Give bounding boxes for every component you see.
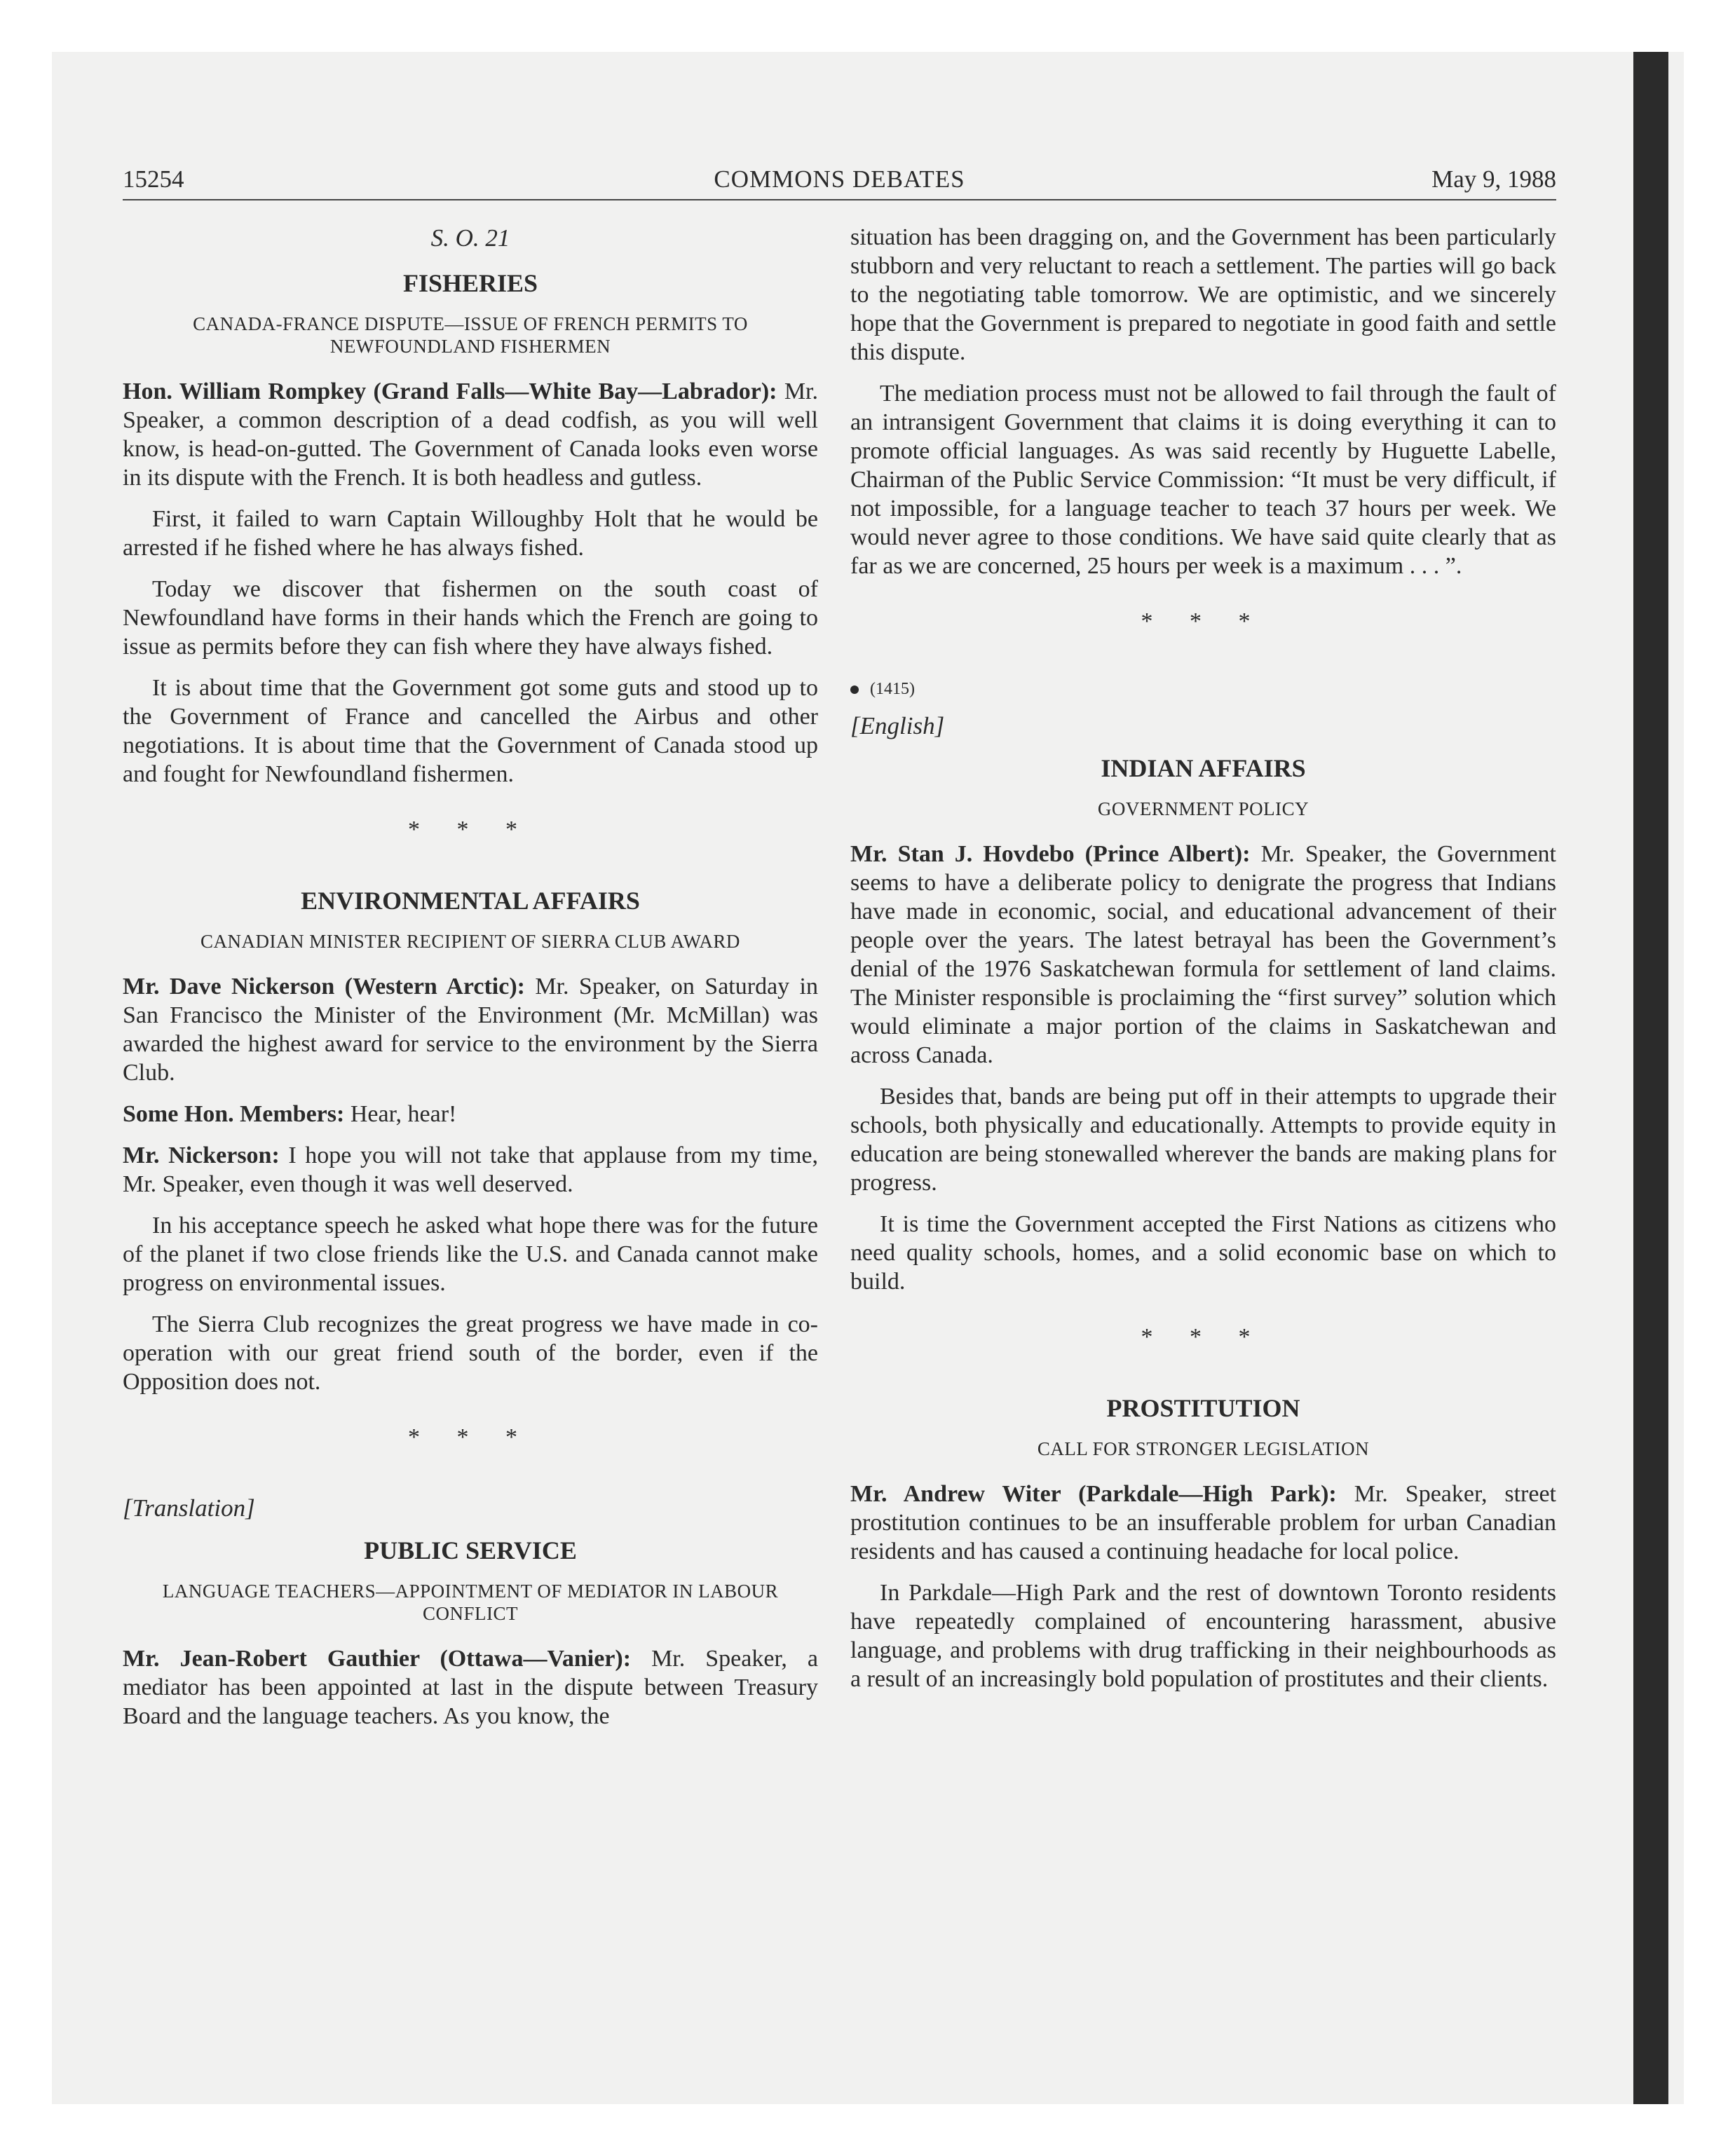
section-separator: * * * — [1141, 1324, 1266, 1350]
statement-nickerson — [123, 972, 818, 1087]
left-column — [123, 223, 818, 1743]
speaker-name: Mr. Dave Nickerson (Western Arctic): — [123, 974, 525, 999]
statement-witer — [850, 1480, 1556, 1566]
section-subheading-environment: CANADIAN MINISTER RECIPIENT OF SIERRA CLUB AWARD — [200, 931, 740, 952]
translation-marker: [Translation] — [123, 1494, 255, 1522]
right-column — [850, 223, 1556, 1706]
page-date: May 9, 1988 — [1431, 165, 1556, 193]
statement-hovdebo — [850, 840, 1556, 1070]
section-subheading-public-service: LANGUAGE TEACHERS—APPOINTMENT OF MEDIATOR IN LABOUR CONFLICT — [162, 1581, 779, 1624]
statement-text: Mr. Speaker, on Saturday in San Francisco the Minister of the Environment (Mr. McMillan) was awarded the highest award for service to the environment by the Sierra Club. — [123, 974, 818, 1086]
statement-nickerson-2 — [123, 1141, 818, 1199]
statement-text: Mr. Speaker, the Government seems to have a deliberate policy to denigrate the progress that Indians have made in economic, social, and educational advancement of their people over the years. The latest betrayal has been the Government’s denial of the 1976 Saskatchewan formula for settlement of land claims. The Minister responsible is proclaiming the “first survey” solution which would eliminate a major portion of the claims in Saskatchewan and across Canada. — [850, 841, 1557, 1068]
paragraph: Today we discover that fishermen on the south coast of Newfoundland have forms in their hands which the French are going to issue as permits before they can fish where they have always fished. — [123, 576, 818, 660]
time-stamp — [850, 677, 1556, 701]
section-heading-public-service: PUBLIC SERVICE — [364, 1536, 577, 1564]
section-heading-prostitution: PROSTITUTION — [1106, 1394, 1300, 1422]
statement-text: Hear, hear! — [350, 1101, 457, 1127]
statement-text: Mr. Speaker, a common description of a dead codfish, as you will well know, is head-on-gutted. The Government of Canada looks even worse in its dispute with the French. It is both headless and gutless. — [123, 378, 819, 491]
paragraph-continued: situation has been dragging on, and the Government has been particularly stubborn and very reluctant to reach a settlement. The parties will go back to the negotiating table tomorrow. We are optimistic, and we sincerely hope that the Government is prepared to negotiate in good faith and settle this dispute. — [850, 224, 1556, 365]
section-separator: * * * — [408, 1424, 533, 1450]
speaker-name: Mr. Andrew Witer (Parkdale—High Park): — [850, 1481, 1337, 1507]
paragraph: It is time the Government accepted the First Nations as citizens who need quality schools, homes, and a solid economic base on which to build. — [850, 1211, 1556, 1295]
paragraph: First, it failed to warn Captain Willoughby Holt that he would be arrested if he fished where he has always fished. — [123, 506, 818, 561]
section-separator: * * * — [1141, 608, 1266, 634]
section-separator: * * * — [408, 817, 533, 842]
paragraph: It is about time that the Government got some guts and stood up to the Government of France and cancelled the Airbus and other negotiations. It is about time that the Government of Canada stood up and fought for Newfoundland fishermen. — [123, 675, 818, 787]
bullet-icon — [850, 685, 859, 694]
section-heading-fisheries: FISHERIES — [402, 269, 538, 297]
language-marker: [English] — [850, 712, 945, 739]
page-header — [123, 164, 1556, 200]
paragraph: In his acceptance speech he asked what hope there was for the future of the planet if two close friends like the U.S. and Canada cannot make progress on environmental issues. — [123, 1213, 818, 1296]
section-subheading-indian-affairs: GOVERNMENT POLICY — [1097, 798, 1309, 819]
statement-gauthier — [123, 1644, 818, 1731]
paragraph: The mediation process must not be allowed to fail through the fault of an intransigent Government that claims it is doing everything it can to promote official languages. As was said recently by Huguette Labelle, Chairman of the Public Service Commission: “It must be very difficult, if not impossible, for a language teacher to teach 37 hours per week. We would never agree to those conditions. We have said quite clearly that as far as we are concerned, 25 hours per week is a maximum . . . ”. — [850, 381, 1556, 579]
section-heading-environment: ENVIRONMENTAL AFFAIRS — [301, 887, 640, 915]
section-subheading-prostitution: CALL FOR STRONGER LEGISLATION — [1037, 1438, 1370, 1459]
speaker-name: Mr. Nickerson: — [123, 1142, 280, 1168]
standing-order-label: S. O. 21 — [430, 224, 510, 252]
statement-text: Mr. Speaker, a mediator has been appointed at last in the dispute between Treasury Board and the language teachers. As you know, the — [123, 1646, 819, 1729]
speaker-name: Hon. William Rompkey (Grand Falls—White Bay—Labrador): — [123, 378, 777, 404]
speaker-name: Mr. Stan J. Hovdebo (Prince Albert): — [850, 841, 1251, 867]
paragraph: Besides that, bands are being put off in their attempts to upgrade their schools, both physically and educationally. Attempts to provide equity in education are being stonewalled wherever the bands are making plans for progress. — [850, 1084, 1556, 1196]
paragraph: The Sierra Club recognizes the great progress we have made in co-operation with our great friend south of the border, even if the Opposition does not. — [123, 1311, 818, 1395]
time-stamp-text: (1415) — [870, 680, 915, 698]
statement-text: I hope you will not take that applause from my time, Mr. Speaker, even though it was well deserved. — [123, 1142, 819, 1197]
speaker-name: Mr. Jean-Robert Gauthier (Ottawa—Vanier): — [123, 1646, 632, 1672]
section-heading-indian-affairs: INDIAN AFFAIRS — [1101, 754, 1306, 782]
paragraph: In Parkdale—High Park and the rest of downtown Toronto residents have repeatedly complained of encountering harassment, abusive language, and problems with drug trafficking in their neighbourhoods as a result of an increasingly bold population of prostitutes and their clients. — [850, 1580, 1556, 1692]
statement-rompkey — [123, 377, 818, 492]
interjection — [123, 1100, 818, 1128]
scan-edge-bar — [1633, 52, 1668, 2104]
statement-text: Mr. Speaker, street prostitution continues to be an insufferable problem for urban Canadian residents and has caused a continuing headache for local police. — [850, 1481, 1557, 1564]
section-subheading-fisheries: CANADA-FRANCE DISPUTE—ISSUE OF FRENCH PERMITS TO NEWFOUNDLAND FISHERMEN — [193, 313, 748, 357]
speaker-name: Some Hon. Members: — [123, 1101, 345, 1127]
page-number: 15254 — [123, 165, 184, 193]
publication-title: COMMONS DEBATES — [714, 165, 965, 193]
